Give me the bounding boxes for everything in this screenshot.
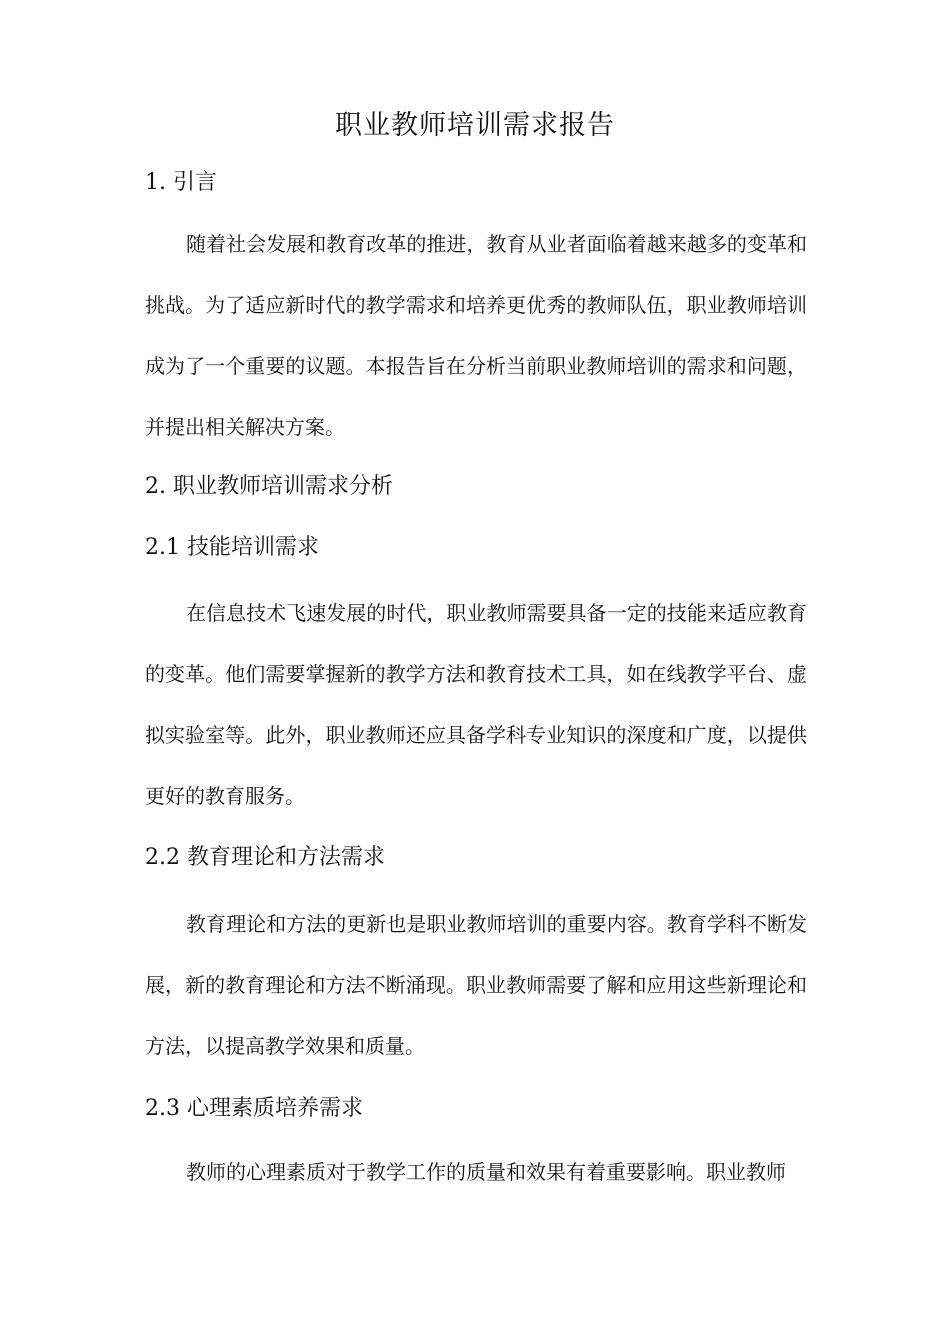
paragraph-skills-training: 在信息技术飞速发展的时代，职业教师需要具备一定的技能来适应教育的变革。他们需要掌握新的教学方法和教育技术工具，如在线教学平台、虚拟实验室等。此外，职业教师还应具备学科专业知识的深度和广度，以提供更好的教育服务。 (145, 601, 807, 808)
section-heading-theory-methods: 2.2 教育理论和方法需求 (145, 845, 385, 870)
section-heading-skills-training: 2.1 技能培训需求 (145, 535, 319, 560)
paragraph-theory-methods: 教育理论和方法的更新也是职业教师培训的重要内容。教育学科不断发展，新的教育理论和方法不断涌现。职业教师需要了解和应用这些新理论和方法，以提高教学效果和质量。 (145, 912, 807, 1058)
document-title: 职业教师培训需求报告 (335, 110, 615, 141)
section-heading-introduction: 1. 引言 (145, 170, 217, 195)
section-heading-needs-analysis: 2. 职业教师培训需求分析 (145, 474, 393, 499)
section-heading-psychological-quality: 2.3 心理素质培养需求 (145, 1096, 363, 1121)
paragraph-introduction: 随着社会发展和教育改革的推进，教育从业者面临着越来越多的变革和挑战。为了适应新时代的教学需求和培养更优秀的教师队伍，职业教师培训成为了一个重要的议题。本报告旨在分析当前职业教师培训的需求和问题，并提出相关解决方案。 (145, 232, 807, 439)
paragraph-psychological-quality: 教师的心理素质对于教学工作的质量和效果有着重要影响。职业教师 (186, 1160, 786, 1184)
